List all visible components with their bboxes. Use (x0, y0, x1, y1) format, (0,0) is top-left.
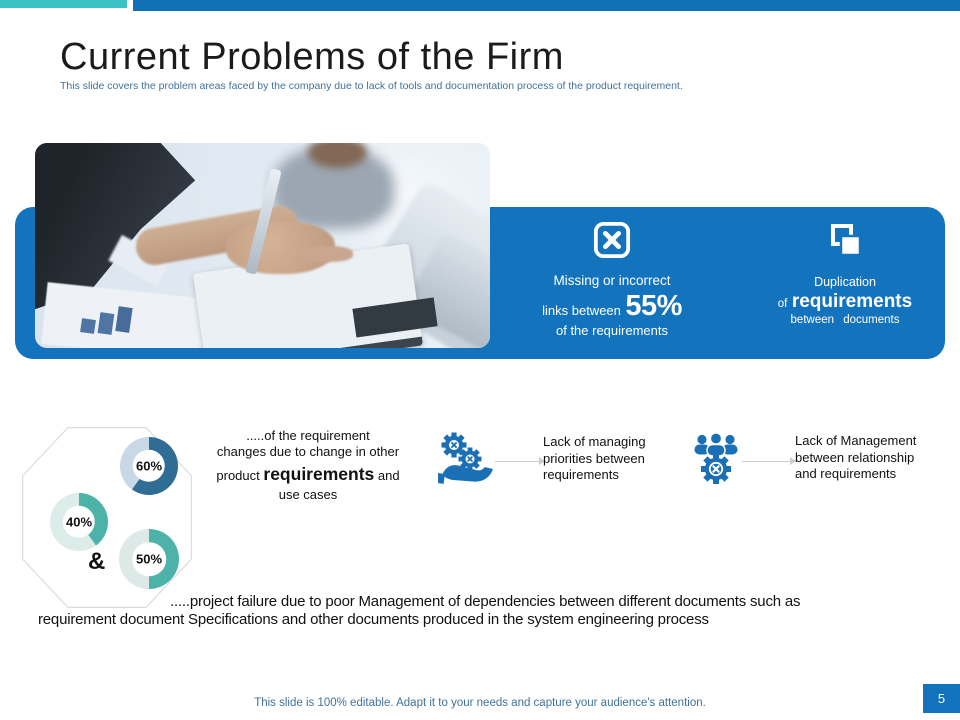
requirement-changes-caption (188, 428, 428, 502)
caption-text: and (377, 467, 400, 483)
photo-blue-tint (35, 143, 490, 348)
lack-priorities-text: Lack of managing priorities between requirements (543, 434, 646, 483)
duplicate-icon (825, 224, 865, 260)
banner-item-stat-value: requirements (791, 291, 913, 312)
caption-text: product (216, 467, 260, 483)
donut-chart-40 (50, 493, 108, 551)
lack-management-text: Lack of Management between relationship and requirements (795, 433, 917, 482)
donut-chart-60 (120, 437, 178, 495)
team-gear-icon (691, 431, 741, 487)
caption-line: use cases (278, 486, 338, 502)
banner-item-stat-line (750, 291, 940, 313)
donut-label: 40% (65, 514, 93, 530)
business-meeting-photo (35, 143, 490, 348)
connector-arrow (742, 461, 790, 462)
banner-item-duplication (750, 224, 940, 326)
project-failure-paragraph: .....project failure due to poor Management of dependencies between different documents such as requirement document Specifications and other documents produced in the system engineering process (38, 593, 801, 629)
page-number: 5 (937, 691, 946, 706)
top-bar-teal-segment (0, 0, 127, 8)
donut-chart-50 (119, 529, 179, 589)
caption-emphasis: requirements (263, 463, 375, 484)
banner-item-title: Missing or incorrect (553, 273, 671, 288)
banner-item-stat-value: 55% (625, 290, 682, 322)
banner-item-title: Duplication (814, 275, 876, 289)
caption-line (188, 464, 428, 485)
donut-label: 50% (135, 551, 163, 567)
banner-item-stat-suffix: between documents (790, 314, 900, 326)
banner-item-stat-line (517, 290, 707, 323)
banner-item-stat-prefix: of (777, 298, 788, 310)
donut-label: 60% (135, 458, 163, 474)
banner-item-stat-suffix: of the requirements (555, 323, 668, 338)
ampersand-text: & (88, 548, 106, 575)
page-number-badge (923, 684, 960, 713)
page-title: Current Problems of the Firm (60, 36, 564, 78)
caption-line: .....of the requirement (246, 428, 370, 443)
x-cross-icon (593, 221, 631, 259)
slide-subtitle: This slide covers the problem areas faced by the company due to lack of tools and documentation process of the product requirement. (60, 80, 683, 92)
banner-item-stat-prefix: links between (542, 303, 621, 318)
gears-in-hand-icon (438, 432, 494, 484)
caption-line: changes due to change in other (216, 444, 400, 460)
banner-item-missing-links (517, 221, 707, 338)
top-bar-blue-segment (133, 0, 960, 11)
connector-arrow (495, 461, 539, 462)
footer-note: This slide is 100% editable. Adapt it to your needs and capture your audience's attention. (254, 697, 706, 709)
